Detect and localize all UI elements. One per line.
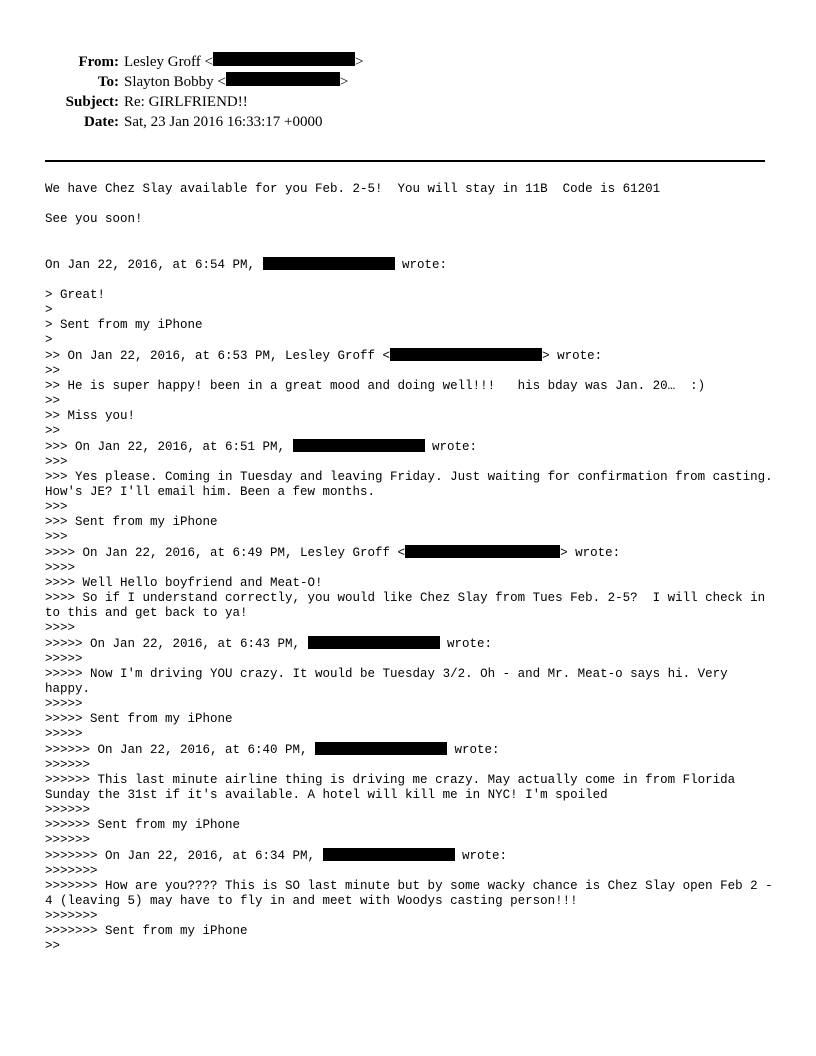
body-line: >>>>>>> Sent from my iPhone — [45, 924, 248, 938]
quote-header-tail: wrote: — [394, 258, 448, 272]
quote-header-line — [45, 636, 775, 652]
body-line: We have Chez Slay available for you Feb. 2-5! You will stay in 11B Code is 61201 — [45, 182, 661, 196]
body-line: >>>>>> — [45, 803, 91, 817]
quote-header-line — [45, 348, 775, 364]
body-line: >>>>>> Sent from my iPhone — [45, 818, 241, 832]
blank-line — [45, 273, 775, 288]
quote-header-text: On Jan 22, 2016, at 6:54 PM, — [45, 258, 263, 272]
body-line: >> — [45, 424, 61, 438]
redaction-bar — [390, 348, 542, 361]
body-line: > — [45, 303, 53, 317]
body-line: >>>> — [45, 621, 76, 635]
body-line: >> — [45, 939, 61, 953]
quote-header-tail: wrote: — [447, 743, 500, 757]
quote-header-tail: wrote: — [454, 849, 508, 863]
quote-header-text: >>>>>>> On Jan 22, 2016, at 6:34 PM, — [45, 849, 323, 863]
blank-line — [45, 197, 775, 212]
body-line: >>>>> Sent from my iPhone — [45, 712, 233, 726]
from-label: From: — [78, 54, 119, 70]
redaction-bar — [315, 742, 447, 755]
to-name: Slayton Bobby < — [124, 74, 226, 90]
body-line: >>>>>> — [45, 833, 91, 847]
date-value: Sat, 23 Jan 2016 16:33:17 +0000 — [124, 114, 323, 130]
redaction-bar — [323, 848, 455, 861]
body-line: >>>>>>> — [45, 909, 98, 923]
quote-header-text: >>> On Jan 22, 2016, at 6:51 PM, — [45, 440, 293, 454]
from-close: > — [355, 54, 364, 70]
quote-header-text: >>>> On Jan 22, 2016, at 6:49 PM, Lesley Groff < — [45, 546, 406, 560]
body-line: >>>>>> — [45, 758, 91, 772]
body-line: >>> — [45, 455, 68, 469]
subject-row — [40, 92, 363, 112]
body-line: See you soon! — [45, 212, 143, 226]
body-line: >>>> Well Hello boyfriend and Meat-O! — [45, 576, 323, 590]
body-line: >> — [45, 394, 61, 408]
blank-line — [45, 227, 775, 242]
body-line: > Sent from my iPhone — [45, 318, 203, 332]
quote-header-line — [45, 742, 775, 758]
body-line: >>> Sent from my iPhone — [45, 515, 218, 529]
body-line: > Great! — [45, 288, 106, 302]
redaction-bar — [226, 72, 340, 86]
quote-header-tail: wrote: — [424, 440, 478, 454]
body-line: >>>>>>> How are you???? This is SO last minute but by some wacky chance is Chez Slay open Feb 2 - 4 (leaving 5) may have to fly in and meet with Woodys casting person!!! — [45, 879, 781, 908]
blank-line — [45, 242, 775, 257]
redaction-bar — [308, 636, 440, 649]
redaction-bar — [405, 545, 560, 558]
body-line: >> — [45, 364, 61, 378]
body-line: >>>>>>> — [45, 864, 98, 878]
subject-label: Subject: — [65, 94, 119, 110]
email-body — [45, 182, 781, 954]
body-line: >>>>> Now I'm driving YOU crazy. It would be Tuesday 3/2. Oh - and Mr. Meat-o says hi. Very happy. — [45, 667, 736, 696]
body-line: >>> — [45, 530, 68, 544]
body-line: >>> Yes please. Coming in Tuesday and leaving Friday. Just waiting for confirmation from casting. How's JE? I'll email him. Been a few months. — [45, 470, 781, 499]
quote-header-tail: wrote: — [439, 637, 493, 651]
body-line: >> He is super happy! been in a great mood and doing well!!! his bday was Jan. 20… :) — [45, 379, 706, 393]
quote-header-tail: > wrote: — [542, 349, 603, 363]
redaction-bar — [293, 439, 425, 452]
from-name: Lesley Groff < — [124, 54, 213, 70]
quote-header-text: >>>>>> On Jan 22, 2016, at 6:40 PM, — [45, 743, 316, 757]
quote-header-tail: > wrote: — [560, 546, 621, 560]
header-divider — [45, 160, 765, 162]
redaction-bar — [213, 52, 355, 66]
body-line: >>>>> — [45, 727, 83, 741]
body-line: >> Miss you! — [45, 409, 136, 423]
email-header — [40, 52, 363, 132]
redaction-bar — [263, 257, 395, 270]
to-row — [40, 72, 363, 92]
body-line: > — [45, 333, 53, 347]
quote-header-text: >>>>> On Jan 22, 2016, at 6:43 PM, — [45, 637, 308, 651]
body-line: >>>>>> This last minute airline thing is driving me crazy. May actually come in from Florida Sunday the 31st if it's available. A hotel will kill me in NYC! I'm spoiled — [45, 773, 743, 802]
from-row — [40, 52, 363, 72]
body-line: >>> — [45, 500, 68, 514]
subject-value: Re: GIRLFRIEND!! — [124, 94, 248, 110]
body-line: >>>> — [45, 561, 76, 575]
body-line: >>>>> — [45, 697, 83, 711]
quote-header-line — [45, 257, 775, 273]
quote-header-line — [45, 439, 775, 455]
date-row — [40, 112, 363, 132]
to-close: > — [339, 74, 349, 90]
body-line: >>>>> — [45, 652, 83, 666]
quote-header-line — [45, 545, 775, 561]
quote-header-line — [45, 848, 775, 864]
quote-header-text: >> On Jan 22, 2016, at 6:53 PM, Lesley Groff < — [45, 349, 391, 363]
body-line: >>>> So if I understand correctly, you would like Chez Slay from Tues Feb. 2-5? I will check in to this and get back to ya! — [45, 591, 773, 620]
date-label: Date: — [84, 114, 119, 130]
to-label: To: — [97, 74, 119, 90]
